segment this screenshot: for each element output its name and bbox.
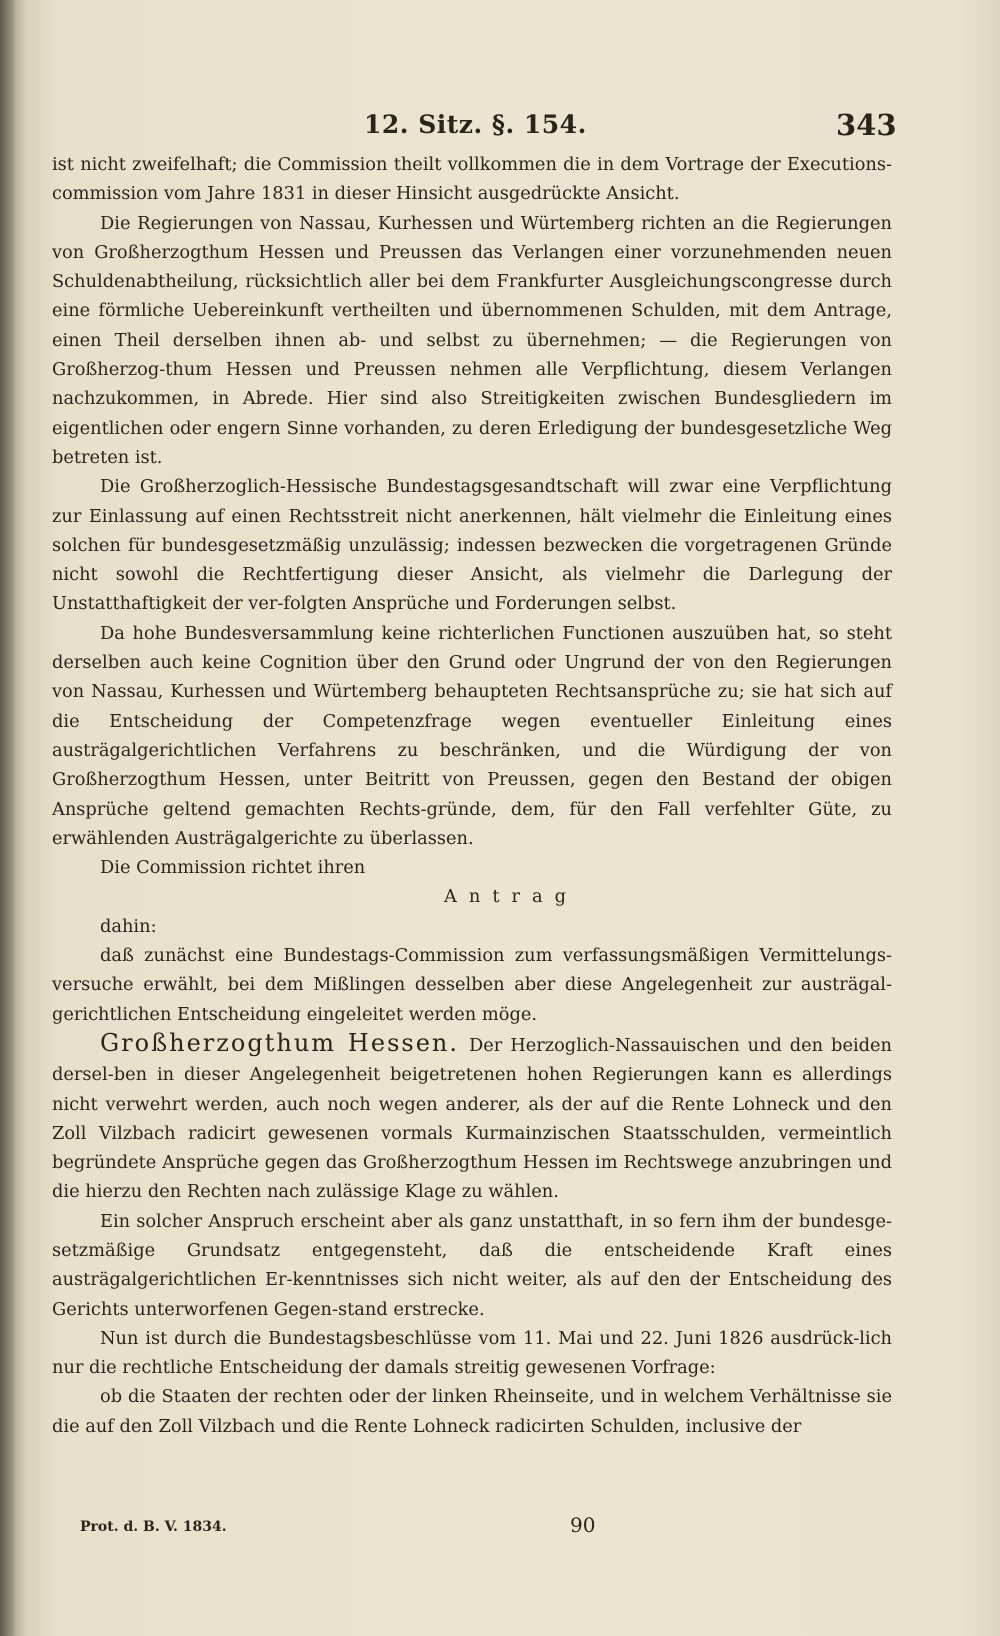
paragraph-continuation: ist nicht zweifelhaft; die Commission theilt vollkommen die in dem Vortrage der Executions-commission vom Jahre 1831 in dieser Hinsicht ausgedrückte Ansicht. xyxy=(52,154,892,205)
page-header xyxy=(0,108,1000,148)
section-heading: Großherzogthum Hessen. xyxy=(100,1028,459,1057)
paragraph-resolutions: Nun ist durch die Bundestagsbeschlüsse vom 11. Mai und 22. Juni 1826 ausdrück-lich nur die rechtliche Entscheidung der damals streitig gewesenen Vorfrage: xyxy=(52,1327,892,1379)
page-number: 343 xyxy=(836,108,897,142)
body-text xyxy=(52,150,892,1441)
paragraph-hessian-legation: Die Großherzoglich-Hessische Bundestagsgesandtschaft will zwar eine Verpflichtung zur Einlassung auf einen Rechtsstreit nicht anerkennen, hält vielmehr die Einleitung eines solchen für bundesgesetzmäßig unzulässig; indessen bezwecken die vorgetragenen Gründe nicht sowohl die Rechtfertigung dieser Ansicht, als vielmehr die Darlegung der Unstatthaftigkeit der ver-folgten Ansprüche und Forderungen selbst. xyxy=(52,476,892,615)
preliminary-question: ob die Staaten der rechten oder der linken Rheinseite, und in welchem Verhältnisse sie die auf den Zoll Vilzbach und die Rente Lohneck radicirten Schulden, inclusive der xyxy=(52,1386,892,1437)
signature-mark: Prot. d. B. V. 1834. xyxy=(80,1519,227,1535)
binding-shadow xyxy=(0,0,16,1636)
sheet-number: 90 xyxy=(570,1513,596,1537)
antrag-heading: Antrag xyxy=(444,886,578,908)
paragraph-federal-assembly: Da hohe Bundesversammlung keine richterlichen Functionen auszuüben hat, so steht derselben auch keine Cognition über den Grund oder Ungrund der von den Regierungen von Nassau, Kurhessen und Würtemberg behaupteten Rechtsansprüche zu; sie hat sich auf die Entscheidung der Competenzfrage wegen eventueller Einleitung eines austrägalgerichtlichen Verfahrens zu beschränken, und die Würdigung der von Großherzogthum Hessen, unter Beitritt von Preussen, gegen den Bestand der obigen Ansprüche geltend gemachten Rechts-gründe, dem, für den Fall verfehlter Güte, zu erwählenden Austrägalgerichte zu überlassen. xyxy=(52,622,892,849)
dahin-label: dahin: xyxy=(100,915,157,937)
page-footer xyxy=(80,1513,920,1543)
running-head: 12. Sitz. §. 154. xyxy=(364,110,587,139)
paragraph-claims: Die Regierungen von Nassau, Kurhessen und Würtemberg richten an die Regierungen von Großherzogthum Hessen und Preussen das Verlangen einer vorzunehmenden neuen Schuldenabtheilung, rücksichtlich aller bei dem Frankfurter Ausgleichungscongresse durch eine förmliche Uebereinkunft vertheilten und übernommenen Schulden, mit dem Antrage, einen Theil derselben ihnen ab- und selbst zu übernehmen; — die Regierungen von Großherzog-thum Hessen und Preussen nehmen alle Verpflichtung, diesem Verlangen nachzukommen, in Abrede. Hier sind also Streitigkeiten zwischen Bundesgliedern im eigentlichen oder engern Sinne vorhanden, zu deren Erledigung der bundesgesetzliche Weg betreten ist. xyxy=(52,212,892,468)
paragraph-claim-inadmissible: Ein solcher Anspruch erscheint aber als ganz unstatthaft, in so fern ihm der bundesge-setzmäßige Grundsatz entgegensteht, daß die entscheidende Kraft eines austrägalgerichtlichen Er-kenntnisses sich nicht weiter, als auf den der Entscheidung des Gerichts unterworfenen Gegen-stand erstrecke. xyxy=(52,1210,892,1320)
paragraph-grand-duchy xyxy=(52,1029,892,1207)
motion-text: daß zunächst eine Bundestags-Commission zum verfassungsmäßigen Vermittelungs-versuche erwählt, bei dem Mißlingen desselben aber diese Angelegenheit zur austrägal-gerichtlichen Entscheidung eingeleitet werden möge. xyxy=(52,945,892,1025)
commission-label: Die Commission richtet ihren xyxy=(100,857,366,879)
paragraph-grand-duchy-text: Der Herzoglich-Nassauischen und den beiden dersel-ben in dieser Angelegenheit beigetretenen hohen Regierungen kann es allerdings nicht verwehrt werden, auch noch wegen anderer, als der auf die Rente Lohneck und den Zoll Vilzbach radicirt gewesenen vormals Kurmainzischen Staatsschulden, vermeintlich begründete Ansprüche gegen das Großherzogthum Hessen im Rechtswege anzubringen und die hierzu den Rechten nach zulässige Klage zu wählen. xyxy=(52,1034,893,1203)
